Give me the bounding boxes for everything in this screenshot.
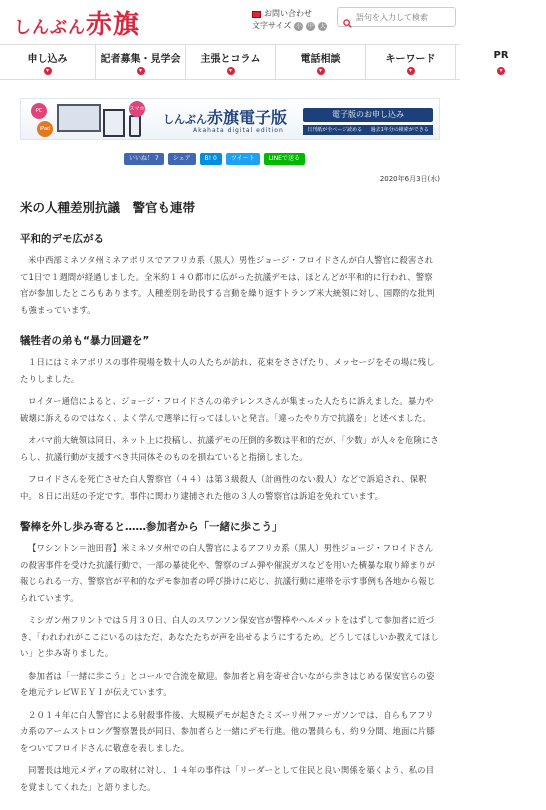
digital-edition-banner[interactable] <box>20 98 440 140</box>
contact-link[interactable] <box>252 8 327 20</box>
section-heading: 平和的デモ広がる <box>20 233 104 245</box>
share-buttons <box>124 153 305 165</box>
banner-title-big: 赤旗電子版 <box>207 108 288 127</box>
chevron-down-icon: ▾ <box>497 67 505 75</box>
search-input[interactable] <box>356 13 452 22</box>
article-paragraph: 米中西部ミネソタ州ミネアポリスでアフリカ系（黒人）男性ジョージ・フロイドさんが白人警官に殺害されて1日で１週間が経過しました。全米約１４０都市に広がった抗議デモは、ほとんどが平和的に行われ、警察官が参加したところもあります。人種差別を助長する言動を繰り返すトランプ米大統領に対し、国際的な批判も強まっています。 <box>20 255 435 315</box>
nav-item-pr[interactable] <box>456 45 546 79</box>
banner-subtitle: Akahata digital edition <box>193 127 284 134</box>
article-body <box>20 195 440 795</box>
facebook-share-button[interactable]: シェア <box>168 153 196 165</box>
chevron-down-icon: ▾ <box>227 67 235 75</box>
banner-features <box>303 125 433 135</box>
pc-tag: PC <box>31 103 47 119</box>
smartphone-tag: スマホ <box>129 101 145 117</box>
ipad-tag: iPad <box>37 121 53 137</box>
nav-label: PR <box>493 50 509 61</box>
site-logo[interactable] <box>14 4 140 41</box>
nav-label: 電話相談 <box>300 54 341 65</box>
facebook-like-button[interactable]: いいね！ 7 <box>124 153 164 165</box>
phone-icon <box>129 115 141 137</box>
banner-title-small: しんぶん <box>163 113 207 126</box>
nav-item-recruit[interactable] <box>96 45 186 79</box>
article-paragraph: ２０１４年に白人警官による射殺事件後、大規模デモが起きたミズーリ州ファーガソンでは、自らもアフリカ系のアームストロング警察署長が同日、参加者らと一緒にデモ行進。他の署員らも、約９分間、地面に片膝をついてフロイドさんに敬意を表しました。 <box>20 709 435 753</box>
line-share-button[interactable]: LINEで送る <box>264 153 305 165</box>
main-nav <box>0 44 509 80</box>
logo-big-text: 赤旗 <box>86 10 141 40</box>
monitor-icon <box>57 104 101 132</box>
nav-item-keyword[interactable] <box>366 45 456 79</box>
feature-all-pages: 日刊紙が全ページ読める <box>307 127 363 133</box>
banner-title <box>163 105 287 128</box>
nav-label: 主張とコラム <box>200 54 261 65</box>
feature-search-year: 過去1年分の検索ができる <box>370 127 429 133</box>
contact-label: お問い合わせ <box>264 9 312 18</box>
article-paragraph: １日にはミネアポリスの事件現場を数十人の人たちが訪れ、花束をささげたり、メッセージをその場に残したりしました。 <box>20 357 435 384</box>
font-size-label: 文字サイズ <box>252 21 292 30</box>
article-paragraph: 【ワシントン＝池田晋】米ミネソタ州での白人警官によるアフリカ系（黒人）男性ジョージ・フロイドさんの殺害事件を受けた抗議行動で、一部の暴徒化や、警察のゴム弾や催涙ガスなどを用いた横暴な取り締まりが報じられる一方、警察官が平和的なデモ参加者の呼び掛けに応じ、抗議行動に連帯を示す事例も各地から報じられています。 <box>20 543 436 603</box>
article-paragraph: ミシガン州フリントでは５月３０日、白人のスワンソン保安官が警棒やヘルメットをはずして参加者に近づき、「われわれがここにいるのはただ、あなたたちが声を出せるようにするため。どうしてほしいか教えてほしい」と歩み寄りました。 <box>20 615 439 658</box>
font-size-control <box>252 20 327 32</box>
article-paragraph: 同署長は地元メディアの取材に対し、１４年の事件は「リーダーとして住民と良い関係を築くよう、私の目を覚ましてくれた」と語りました。 <box>20 765 435 792</box>
mail-icon <box>252 11 261 18</box>
search-box <box>337 7 456 27</box>
section-heading: 犠牲者の弟も“暴力回避を” <box>20 335 150 347</box>
logo-small-text: しんぶん <box>14 18 86 38</box>
article-paragraph: 参加者は「一緒に歩こう」とコールで合流を歓迎。参加者と肩を寄せ合いながら歩きはじめる保安官らの姿を地元テレビＷＥＹＩが伝えています。 <box>20 670 435 697</box>
devices-illustration <box>29 101 149 139</box>
article-paragraph: オバマ前大統領は同日、ネット上に投稿し、抗議デモの圧倒的多数は平和的だが、「少数」が人々を危険にさらし、抗議行動が支援すべき共同体そのものを損ねていると指摘しました。 <box>20 435 439 462</box>
tweet-button[interactable]: ツイート <box>226 153 260 165</box>
nav-item-subscribe[interactable] <box>0 45 96 79</box>
font-size-small-button[interactable]: 小 <box>295 22 302 30</box>
nav-label: 申し込み <box>27 54 68 65</box>
site-header <box>0 0 460 44</box>
tablet-icon <box>103 109 125 137</box>
section-heading: 警棒を外し歩み寄ると……参加者から「一緒に歩こう」 <box>20 521 283 533</box>
hatena-bookmark-button[interactable]: B! 0 <box>200 153 222 165</box>
search-icon[interactable] <box>343 13 352 22</box>
article-paragraph: フロイドさんを死亡させた白人警察官（４４）は第３級殺人（計画性のない殺人）などで訴追され、保釈中。８日に出廷の予定です。事件に関わり逮捕された他の３人の警察官は訴追を免れています。 <box>20 474 427 501</box>
nav-item-editorial[interactable] <box>186 45 276 79</box>
article-paragraph: ロイター通信によると、ジョージ・フロイドさんの弟テレンスさんが集まった人たちに訴えました。暴力や破壊に訴えるのではなく、よく学んで選挙に行ってほしいと発言。「違ったやり方で抗議を」と述べました。 <box>20 396 434 423</box>
nav-label: キーワード <box>385 54 436 65</box>
chevron-down-icon: ▾ <box>317 67 325 75</box>
chevron-down-icon: ▾ <box>137 67 145 75</box>
publish-date: 2020年6月3日(水) <box>379 175 440 183</box>
article-title: 米の人種差別抗議 警官も連帯 <box>20 200 196 215</box>
chevron-down-icon: ▾ <box>44 67 52 75</box>
chevron-down-icon: ▾ <box>407 67 415 75</box>
nav-label: 記者募集・見学会 <box>100 54 181 65</box>
header-utilities <box>252 8 327 32</box>
digital-apply-button[interactable]: 電子版のお申し込み <box>303 108 433 122</box>
font-size-large-button[interactable]: 大 <box>319 22 326 30</box>
font-size-medium-button[interactable]: 中 <box>307 22 314 30</box>
nav-item-phone-consult[interactable] <box>276 45 366 79</box>
